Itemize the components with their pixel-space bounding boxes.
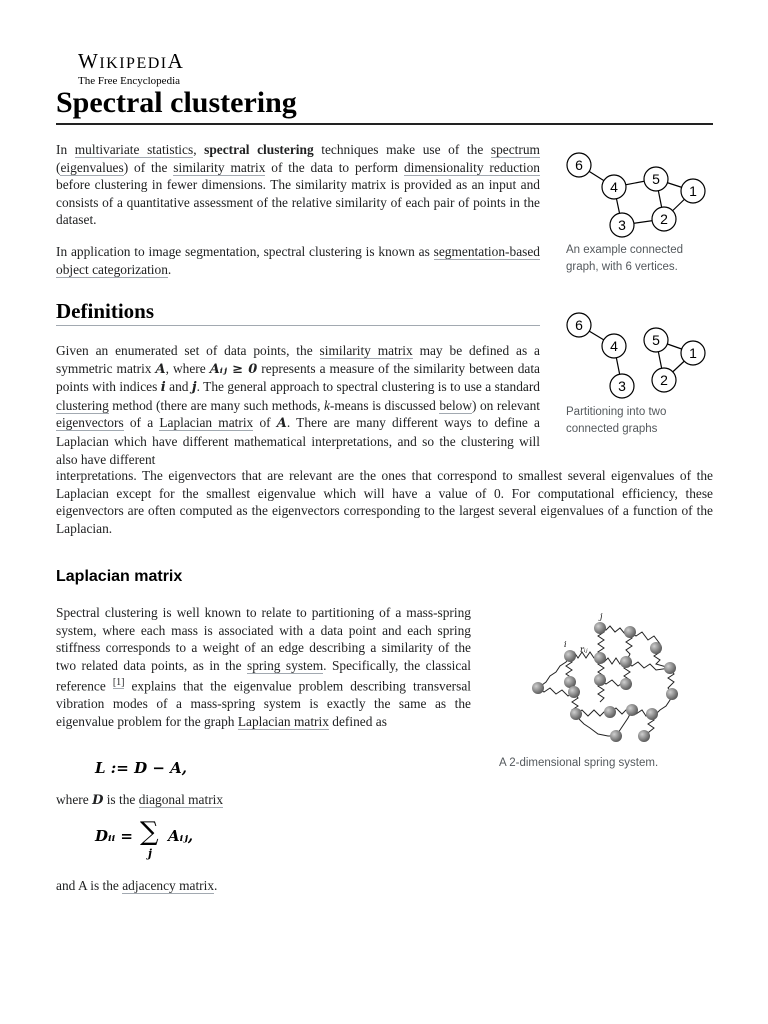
wiki-link[interactable]: eigenvectors: [56, 415, 124, 431]
math-symbol: i: [160, 380, 166, 396]
sum-index: j: [148, 847, 152, 860]
spring-label-i: i: [564, 640, 567, 649]
text-run: (: [56, 159, 61, 175]
text-run: . There are many different ways to define a Laplacian which have different mathematical interpretations, and so the clustering will also have different: [56, 415, 540, 467]
wiki-link[interactable]: eigenvalues: [60, 159, 124, 175]
text-run: .: [214, 878, 218, 893]
wiki-link[interactable]: similarity matrix: [319, 343, 413, 358]
figure-caption: A 2-dimensional spring system.: [499, 757, 659, 769]
text-run: of: [253, 415, 277, 431]
equation-laplacian: L := D − A,: [95, 759, 187, 777]
text-run: method (there are many such methods,: [108, 397, 324, 413]
wiki-link[interactable]: spring system: [247, 657, 324, 673]
node-label: 3: [618, 378, 626, 394]
wiki-link[interactable]: clustering: [56, 397, 109, 413]
sum-symbol: ∑: [140, 817, 159, 847]
wiki-link[interactable]: diagonal matrix: [138, 792, 224, 807]
intro-paragraph: [56, 141, 540, 229]
definitions-paragraph-cont: interpretations. The eigenvectors that are relevant are the ones that correspond to smallest several eigenvalues of the Laplacian except for the smallest eigenvalue which will have a value of 0. For computational efficiency, these eigenvectors are often computed as the eigenvectors corresponding to the largest several eigenvalues of a function of the Laplacian.: [56, 468, 713, 536]
wiki-link[interactable]: below: [439, 397, 473, 413]
spring-label-j: j: [600, 612, 603, 621]
text-run: may be defined as a symmetric matrix: [56, 343, 540, 376]
node-label: 1: [689, 345, 697, 361]
node-label: 6: [575, 157, 583, 173]
adjacency-matrix-text: [56, 877, 471, 895]
figure-caption: Partitioning into two connected graphs: [566, 406, 667, 435]
equation-degree-rhs: Aᵢⱼ,: [168, 827, 194, 845]
node-label: 3: [618, 217, 626, 233]
wiki-link[interactable]: dimensionality reduction: [403, 159, 540, 175]
text-run: defined as: [328, 714, 387, 730]
logo-wordmark: WIKIPEDIA: [78, 49, 185, 73]
spring-system-figure: [520, 610, 690, 750]
text-run: . The general approach to spectral clustering is to use a standard: [196, 379, 540, 395]
definitions-paragraph: [56, 342, 540, 468]
text-run: . Specifically, the classical reference: [56, 657, 471, 694]
italic-text: k: [323, 397, 330, 413]
math-symbol: Aᵢⱼ ≥ 0: [209, 361, 258, 377]
wiki-link[interactable]: Laplacian matrix: [237, 714, 329, 730]
node-label: 4: [610, 338, 618, 354]
page-title: Spectral clustering: [56, 86, 297, 119]
node-label: 1: [689, 183, 697, 199]
partitioned-graph-figure: [560, 310, 720, 402]
node-label: 4: [610, 179, 618, 195]
node-label: 2: [660, 211, 668, 227]
text-run: of the data to perform: [265, 159, 404, 175]
node-label: 5: [652, 171, 660, 187]
wiki-link[interactable]: multivariate statistics: [74, 142, 194, 157]
wiki-link[interactable]: adjacency matrix: [122, 878, 215, 893]
text-run: Spectral clustering is well known to relate to partitioning of a mass-spring system, where each mass is associated with a data point and each spring stiffness corresponds to a weight of an edge describing a similarity of the two related data points, as in the: [56, 605, 471, 673]
text-run: of a: [123, 415, 160, 431]
math-symbol: j: [191, 380, 197, 396]
math-symbol: A: [276, 416, 287, 432]
section-divider: [56, 325, 540, 326]
text-run: explains that the eigenvalue problem describing transversal vibration modes of a mass-spring system is exactly the same as the eigenvalue problem for the graph: [56, 678, 472, 730]
text-run: is the: [103, 792, 139, 807]
text-run: -means is discussed: [329, 397, 440, 413]
figure-caption: An example connected graph, with 6 vertices.: [566, 244, 683, 273]
text-run: In application to image segmentation, spectral clustering is known as: [56, 244, 434, 259]
wiki-link[interactable]: similarity matrix: [173, 159, 266, 175]
text-run: ) of the: [123, 159, 174, 175]
section-heading-laplacian: Laplacian matrix: [56, 568, 183, 585]
text-run: where: [56, 792, 93, 807]
section-heading-definitions: Definitions: [56, 299, 155, 323]
text-run: ,: [193, 142, 205, 157]
node-label: 6: [575, 317, 583, 333]
text-run: techniques make use of the: [313, 142, 491, 157]
wiki-link[interactable]: Laplacian matrix: [159, 415, 254, 431]
text-run: represents a measure of the similarity between data points with indices: [56, 360, 540, 395]
wikipedia-logo[interactable]: [78, 50, 184, 87]
text-run: ) on relevant: [472, 397, 540, 413]
math-symbol: D: [92, 793, 104, 808]
node-label: 2: [660, 372, 668, 388]
reference-link[interactable]: [1]: [112, 677, 125, 689]
wiki-link[interactable]: spectrum: [490, 142, 540, 157]
math-symbol: A: [155, 361, 166, 377]
text-run: In: [56, 142, 75, 157]
text-run: and: [165, 379, 192, 395]
text-run: before clustering in fewer dimensions. The similarity matrix is provided as an input and consists of a quantitative assessment of the relative similarity of each pair of points in the dataset.: [56, 177, 540, 228]
logo-tagline: The Free Encyclopedia: [78, 75, 181, 87]
spring-label-r: rᵢⱼ: [580, 645, 588, 654]
bold-term: spectral clustering: [204, 142, 314, 157]
title-divider: [56, 123, 713, 125]
laplacian-paragraph: [56, 604, 471, 731]
text-run: and A is the: [56, 878, 123, 893]
wiki-link[interactable]: segmentation-based object categorization: [56, 244, 540, 277]
node-label: 5: [652, 332, 660, 348]
diagonal-matrix-text: [56, 791, 471, 810]
text-run: , where: [165, 360, 210, 376]
text-run: Given an enumerated set of data points, the: [56, 343, 320, 358]
equation-degree-lhs: Dᵢᵢ =: [95, 827, 133, 845]
text-run: .: [167, 261, 172, 277]
intro-paragraph-2: [56, 243, 540, 278]
connected-graph-figure: [560, 148, 720, 240]
